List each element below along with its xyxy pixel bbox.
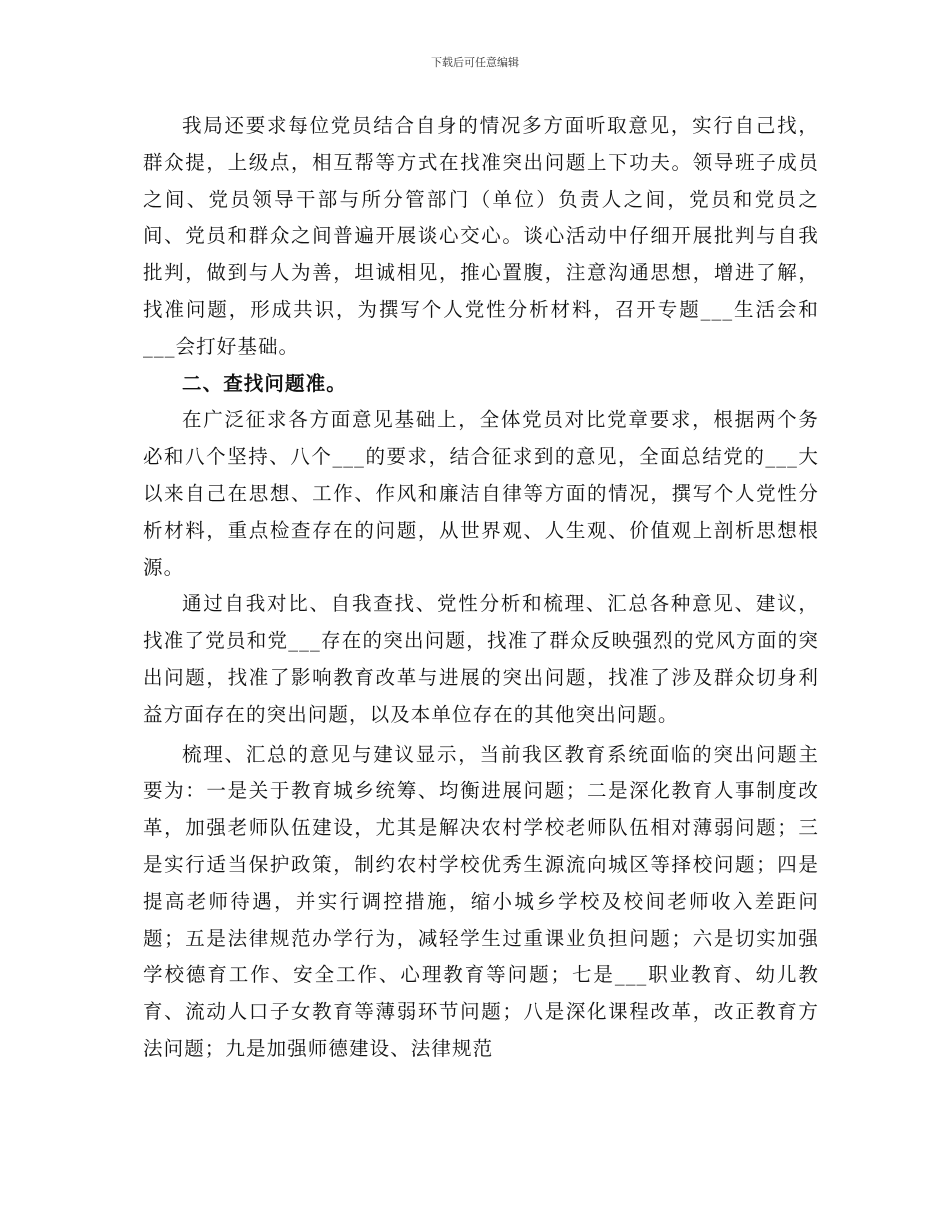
paragraph-2: 在广泛征求各方面意见基础上，全体党员对比党章要求，根据两个务必和八个坚持、八个___的要求，结合征求到的意见，全面总结党的___大以来自己在思想、工作、作风和廉洁自律等方面的情况，撰写个人党性分析材料，重点检查存在的问题，从世界观、人生观、价值观上剖析思想根源。 [143, 408, 819, 579]
paragraph-4: 梳理、汇总的意见与建议显示，当前我区教育系统面临的突出问题主要为：一是关于教育城乡统筹、均衡进展问题；二是深化教育人事制度改革，加强老师队伍建设，尤其是解决农村学校老师队伍相对薄弱问题；三是实行适当保护政策，制约农村学校优秀生源流向城区等择校问题；四是提高老师待遇，并实行调控措施，缩小城乡学校及校间老师收入差距问题；五是法律规范办学行为，减轻学生过重课业负担问题；六是切实加强学校德育工作、安全工作、心理教育等问题；七是___职业教育、幼儿教育、流动人口子女教育等薄弱环节问题；八是深化课程改革，改正教育方法问题；九是加强师德建设、法律规范 [143, 742, 819, 1060]
paragraph-1: 我局还要求每位党员结合自身的情况多方面听取意见，实行自己找，群众提，上级点，相互帮等方式在找准突出问题上下功夫。领导班子成员之间、党员领导干部与所分管部门（单位）负责人之间，党员和党员之间、党员和群众之间普遍开展谈心交心。谈心活动中仔细开展批判与自我批判，做到与人为善，坦诚相见，推心置腹，注意沟通思想，增进了解，找准问题，形成共识，为撰写个人党性分析材料，召开专题___生活会和___会打好基础。 [143, 114, 819, 358]
document-body [143, 108, 819, 1068]
paragraph-3: 通过自我对比、自我查找、党性分析和梳理、汇总各种意见、建议，找准了党员和党___存在的突出问题，找准了群众反映强烈的党风方面的突出问题，找准了影响教育改革与进展的突出问题，找准了涉及群众切身利益方面存在的突出问题，以及本单位存在的其他突出问题。 [143, 592, 819, 726]
page-header: 下载后可任意编辑 [431, 56, 519, 69]
section-heading-2: 二、查找问题准。 [182, 371, 347, 395]
